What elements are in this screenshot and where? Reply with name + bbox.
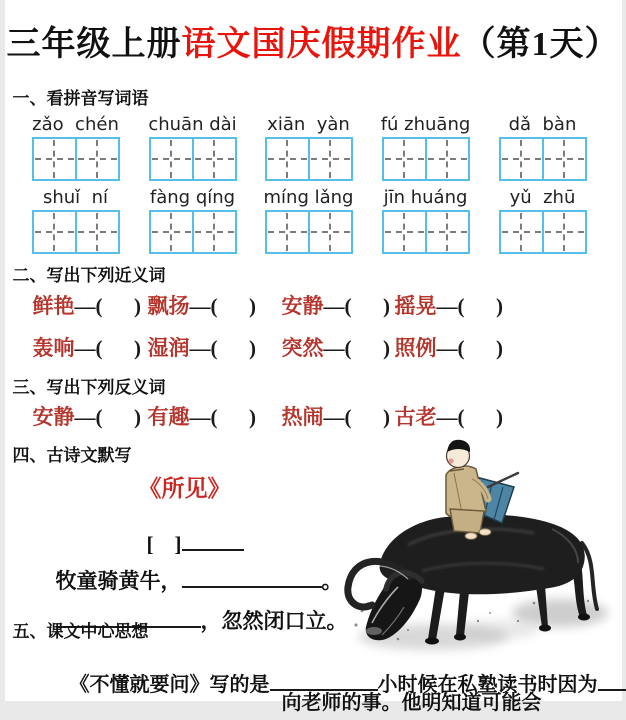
writing-grid <box>147 137 239 181</box>
word-pair <box>148 401 257 431</box>
writing-cell <box>425 210 470 254</box>
writing-cell <box>192 137 237 181</box>
writing-grid <box>380 137 472 181</box>
answer-parens: —( ) <box>437 336 504 360</box>
answer-parens: —( ) <box>190 405 257 429</box>
word-pair <box>148 332 257 362</box>
word-pair <box>148 290 257 320</box>
pinyin-group <box>30 185 122 254</box>
answer-parens: —( ) <box>190 336 257 360</box>
writing-cell <box>542 137 587 181</box>
writing-cell <box>308 137 353 181</box>
section3-heading: 三、写出下列反义词 <box>13 373 166 398</box>
writing-cell <box>542 210 587 254</box>
writing-grid <box>380 210 472 254</box>
word-pair <box>395 332 504 362</box>
answer-parens: —( ) <box>437 405 504 429</box>
theme-line-2: 向老师的事。他明知道可能会 <box>282 686 542 715</box>
pinyin-group <box>30 112 122 181</box>
pinyin-word-label: chuān dài <box>147 112 239 137</box>
page-title <box>5 16 622 65</box>
pinyin-word-label: jīn huáng <box>380 185 472 210</box>
synonym-row-1 <box>5 290 622 322</box>
writing-cell <box>499 210 544 254</box>
writing-grid <box>30 137 122 181</box>
writing-cell <box>308 210 353 254</box>
writing-grid <box>497 210 589 254</box>
writing-cell <box>149 137 194 181</box>
pinyin-word-label: fú zhuāng <box>380 112 472 137</box>
source-word: 突然 <box>282 336 324 360</box>
source-word: 安静 <box>33 405 75 429</box>
answer-parens: —( ) <box>75 405 142 429</box>
pinyin-word-label: shuǐ ní <box>30 185 122 210</box>
pinyin-group <box>147 185 239 254</box>
writing-grid <box>263 137 355 181</box>
pinyin-word-label: xiān yàn <box>263 112 355 137</box>
source-word: 摇晃 <box>395 294 437 318</box>
pinyin-group <box>263 185 355 254</box>
word-pair <box>33 401 142 431</box>
answer-parens: —( ) <box>75 294 142 318</box>
writing-cell <box>32 210 77 254</box>
source-word: 轰响 <box>33 336 75 360</box>
writing-cell <box>75 210 120 254</box>
pinyin-group <box>263 112 355 181</box>
answer-parens: —( ) <box>324 294 391 318</box>
word-pair <box>282 290 391 320</box>
writing-cell <box>425 137 470 181</box>
writing-cell <box>265 210 310 254</box>
pinyin-group <box>380 185 472 254</box>
synonym-row-2 <box>5 332 622 364</box>
poem-line-1-period: 。 <box>322 569 343 593</box>
section2-heading: 二、写出下列近义词 <box>13 261 166 286</box>
writing-grid <box>30 210 122 254</box>
worksheet-page <box>5 0 622 701</box>
pinyin-word-label: fàng qíng <box>147 185 239 210</box>
pinyin-word-label: yǔ zhū <box>497 185 589 210</box>
pinyin-row-1 <box>5 112 622 184</box>
writing-cell <box>499 137 544 181</box>
writing-grid <box>263 210 355 254</box>
title-grade: 三年级上册 <box>7 26 182 63</box>
boy-riding-buffalo-illustration <box>338 425 622 655</box>
title-day: （第1天） <box>462 26 620 63</box>
answer-parens: —( ) <box>324 336 391 360</box>
answer-parens: —( ) <box>324 405 391 429</box>
theme-line-1-pre: 《不懂就要问》写的是 <box>70 674 270 696</box>
source-word: 有趣 <box>148 405 190 429</box>
writing-cell <box>382 137 427 181</box>
writing-grid <box>497 137 589 181</box>
pinyin-group <box>380 112 472 181</box>
pinyin-row-2 <box>5 185 622 257</box>
theme-line-1-mid: 小时候在私塾读书时因为 <box>378 674 598 696</box>
answer-parens: —( ) <box>437 294 504 318</box>
source-word: 鲜艳 <box>33 294 75 318</box>
pinyin-word-label: míng lǎng <box>263 185 355 210</box>
word-pair <box>282 332 391 362</box>
theme-blank-2 <box>598 670 626 691</box>
writing-cell <box>149 210 194 254</box>
pinyin-word-label: zǎo chén <box>30 112 122 137</box>
writing-cell <box>32 137 77 181</box>
section1-heading: 一、看拼音写词语 <box>13 84 149 109</box>
title-subject: 语文国庆假期作业 <box>182 26 462 63</box>
writing-cell <box>265 137 310 181</box>
writing-cell <box>75 137 120 181</box>
poem-line-1-text: 牧童骑黄牛， <box>56 569 182 593</box>
source-word: 热闹 <box>282 405 324 429</box>
poem-line-2-text: ，忽然闭口立。 <box>201 609 348 633</box>
word-pair <box>33 290 142 320</box>
writing-grid <box>147 210 239 254</box>
word-pair <box>395 290 504 320</box>
writing-cell <box>382 210 427 254</box>
dynasty-bracket: [ ] <box>147 532 182 556</box>
word-pair <box>33 332 142 362</box>
poem-title: 《所见》 <box>5 470 365 503</box>
pinyin-word-label: dǎ bàn <box>497 112 589 137</box>
source-word: 湿润 <box>148 336 190 360</box>
writing-cell <box>192 210 237 254</box>
pinyin-group <box>497 185 589 254</box>
source-word: 飘扬 <box>148 294 190 318</box>
source-word: 安静 <box>282 294 324 318</box>
section4-heading: 四、古诗文默写 <box>13 441 132 466</box>
source-word: 照例 <box>395 336 437 360</box>
answer-parens: —( ) <box>190 294 257 318</box>
answer-parens: —( ) <box>75 336 142 360</box>
pinyin-group <box>497 112 589 181</box>
pinyin-group <box>147 112 239 181</box>
section5-heading: 五、课文中心思想 <box>13 617 149 642</box>
source-word: 古老 <box>395 405 437 429</box>
